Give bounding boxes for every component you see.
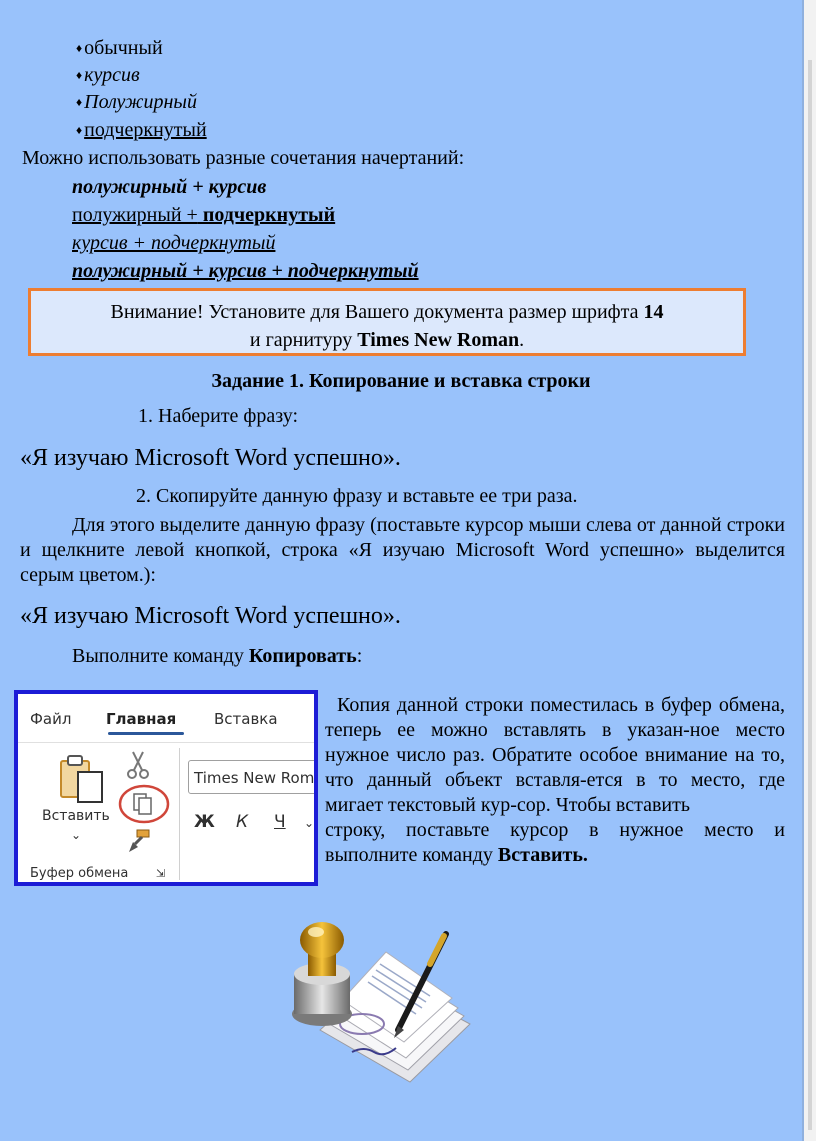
ribbon-screenshot bbox=[14, 690, 318, 886]
side-paragraph bbox=[325, 693, 785, 868]
cut-icon[interactable] bbox=[124, 750, 152, 780]
task-command-end: : bbox=[356, 645, 363, 667]
style-bold: ♦ Полужирный bbox=[76, 90, 197, 116]
notice-line-2 bbox=[31, 326, 743, 354]
combinations-intro: Можно использовать разные сочетания начертаний: bbox=[22, 147, 465, 169]
paste-clipboard-icon[interactable] bbox=[58, 752, 108, 806]
style-underline bbox=[76, 118, 207, 144]
style-regular: ♦ обычный bbox=[76, 36, 163, 62]
notice-font-name: Times New Roman bbox=[357, 329, 520, 351]
clipboard-group-label: Буфер обмена bbox=[30, 866, 129, 881]
format-painter-icon[interactable] bbox=[126, 828, 152, 854]
task-instruction bbox=[20, 513, 785, 588]
combo-bold-underline-p2: подчеркнутый bbox=[197, 204, 336, 226]
active-tab-indicator bbox=[108, 732, 184, 735]
side-paragraph2-text: строку, поставьте курсор в нужное место и выполните команду bbox=[325, 819, 785, 866]
notice-line-1 bbox=[31, 298, 743, 326]
task-command bbox=[72, 644, 362, 668]
italic-button[interactable]: К bbox=[236, 812, 249, 832]
notice-font-size: 14 bbox=[643, 301, 664, 323]
task-command-name: Копировать bbox=[248, 645, 357, 667]
tab-insert[interactable]: Вставка bbox=[214, 710, 278, 728]
group-separator bbox=[179, 748, 180, 880]
notice-text-2: и гарнитуру bbox=[249, 329, 358, 351]
chevron-down-icon[interactable]: ⌄ bbox=[71, 828, 82, 842]
task-step-2: 2. Скопируйте данную фразу и вставьте ее три раза. bbox=[136, 485, 578, 507]
notice-text-1: Внимание! Установите для Вашего документа размер шрифта bbox=[110, 301, 644, 323]
task-command-text: Выполните команду bbox=[72, 645, 249, 667]
task-phrase: «Я изучаю Microsoft Word успешно». bbox=[20, 445, 401, 471]
side-paragraph2-cmd: Вставить. bbox=[497, 844, 588, 866]
task-title: Задание 1. Копирование и вставка строки bbox=[211, 370, 591, 392]
combo-italic-underline: курсив + подчеркнутый bbox=[72, 232, 276, 254]
dialog-launcher-icon[interactable]: ⇲ bbox=[156, 867, 166, 880]
stamp-documents-icon bbox=[280, 912, 480, 1092]
combo-bold-italic: полужирный + курсив bbox=[72, 176, 267, 198]
ribbon-divider bbox=[18, 742, 314, 743]
bold-button[interactable]: Ж bbox=[194, 812, 215, 832]
underline-dropdown-icon[interactable]: ⌄ bbox=[304, 816, 315, 830]
copy-icon[interactable] bbox=[116, 782, 172, 826]
notice-box bbox=[28, 288, 746, 356]
page-edge-strip bbox=[808, 60, 812, 1130]
task-phrase-copy: «Я изучаю Microsoft Word успешно». bbox=[20, 603, 401, 629]
tab-home[interactable]: Главная bbox=[106, 710, 177, 728]
combo-bold-underline-p1: полужирный + bbox=[72, 204, 198, 226]
underline-button[interactable]: Ч bbox=[274, 812, 286, 832]
paste-label[interactable]: Вставить bbox=[42, 808, 110, 824]
notice-text-end: . bbox=[519, 329, 525, 351]
side-paragraph-text: Копия данной строки поместилась в буфер обмена, теперь ее можно вставлять в указан-ное место нужное число раз. Обратите особое внимание на то, что данный объект вставля-ется в то место, где мигает текстовый кур-сор. Чтобы вставить bbox=[325, 694, 785, 816]
font-name-input[interactable]: Times New Rom bbox=[188, 760, 318, 794]
style-underline-text: подчеркнутый bbox=[84, 119, 207, 141]
tab-file[interactable]: Файл bbox=[30, 710, 72, 728]
style-italic: ♦ курсив bbox=[76, 63, 140, 89]
task-step-1: 1. Наберите фразу: bbox=[138, 405, 299, 427]
task-instruction-text: Для этого выделите данную фразу (поставьте курсор мыши слева от данной строки и щелкните левой кнопкой, строка «Я изучаю Microsoft Word успешно» выделится серым цветом.): bbox=[20, 514, 785, 586]
combo-bold-underline bbox=[72, 203, 335, 227]
combo-all: полужирный + курсив + подчеркнутый bbox=[72, 260, 419, 282]
